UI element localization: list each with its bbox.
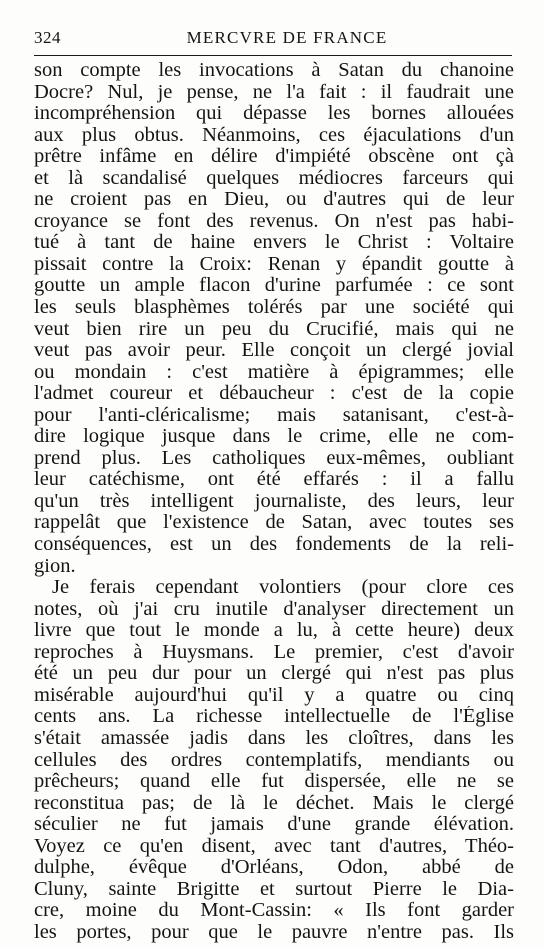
text-line: cellules des ordres contemplatifs, mendiants ou [34,749,514,771]
text-line: veut bien rire un peu du Crucifié, mais qui ne [34,318,514,340]
text-line: ne croient pas en Dieu, ou d'autres qui de leur [34,189,514,211]
text-line: Cluny, sainte Brigitte et surtout Pierre le Dia- [34,878,514,900]
text-line: l'admet coureur et débaucheur : c'est de la copie [34,383,514,405]
text-line: été un peu dur pour un clergé qui n'est pas plus [34,663,514,685]
page-header [34,24,512,52]
text-line: Voyez ce qu'en disent, avec tant d'autres, Théo- [34,835,514,857]
text-line: aux plus obtus. Néanmoins, ces éjaculations d'un [34,124,514,146]
text-line: pissait contre la Croix: Renan y épandit goutte à [34,253,514,275]
text-line: croyance se font des revenus. On n'est pas habi- [34,210,514,232]
text-line: les seuls blasphèmes tolérés par une société qui [34,297,514,319]
text-line: qu'un très intelligent journaliste, des leurs, leur [34,490,514,512]
text-line: pour l'anti-cléricalisme; mais satanisant, c'est-à- [34,404,514,426]
text-line: et là scandalisé quelques médiocres farceurs qui [34,167,514,189]
text-line: notes, où j'ai cru inutile d'analyser directement un [34,598,514,620]
text-line: leur catéchisme, ont été effarés : il a fallu [34,469,514,491]
text-line: dulphe, évêque d'Orléans, Odon, abbé de [34,857,514,879]
text-line: s'était amassée jadis dans les cloîtres, dans les [34,727,514,749]
text-line: livre que tout le monde a lu, à cette heure) deux [34,620,514,642]
text-line: gion. [34,555,76,577]
text-line: Je ferais cependant volontiers (pour clore ces [52,577,514,599]
text-line: Docre? Nul, je pense, ne l'a fait : il faudrait une [34,81,514,103]
text-line: les portes, pour que le pauvre n'entre pas. Ils [34,921,514,943]
text-line: reproches à Huysmans. Le premier, c'est d'avoir [34,641,514,663]
text-line: goutte un ample flacon d'urine parfumée : ce sont [34,275,514,297]
text-line: veut pas avoir peur. Elle conçoit un clergé jovial [34,340,514,362]
text-line: cre, moine du Mont-Cassin: « Ils font garder [34,900,514,922]
page-number: 324 [34,28,61,47]
text-line: misérable aujourd'hui qu'il y a quatre ou cinq [34,684,514,706]
text-line: séculier ne fut jamais d'une grande élévation. [34,814,514,836]
text-line: prend plus. Les catholiques eux-mêmes, oubliant [34,447,514,469]
paragraph-1 [34,60,514,577]
paragraph-2 [34,577,514,943]
running-head: MERCVRE DE FRANCE [186,28,388,47]
text-line: prêtre infâme en délire d'impiété obscène ont çà [34,146,514,168]
text-line: dire logique jusque dans le crime, elle ne com- [34,426,514,448]
text-line: ou mondain : c'est matière à épigrammes; elle [34,361,514,383]
body-text [34,60,514,943]
text-line: rappelât que l'existence de Satan, avec toutes ses [34,512,514,534]
text-line: prêcheurs; quand elle fut dispersée, elle ne se [34,771,514,793]
text-line: reconstitua pas; de là le déchet. Mais le clergé [34,792,514,814]
text-line: son compte les invocations à Satan du chanoine [34,60,514,81]
text-line: tué à tant de haine envers le Christ : Voltaire [34,232,514,254]
text-line: conséquences, est un des fondements de la reli- [34,534,514,556]
text-line: cents ans. La richesse intellectuelle de l'Église [34,706,514,728]
header-rule [34,55,512,56]
text-line: incompréhension qui dépasse les bornes allouées [34,103,514,125]
